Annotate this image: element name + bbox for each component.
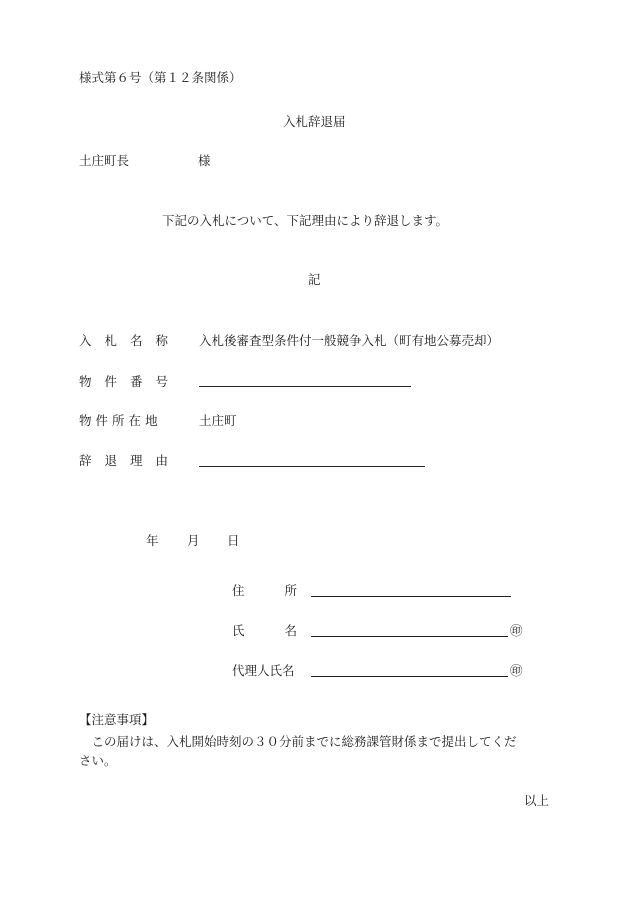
- name-label: 氏 名: [232, 623, 298, 638]
- field-value-bid-name[interactable]: 入札後審査型条件付一般競争入札（町有地公募売却）: [199, 333, 500, 348]
- agent-name-label: 代理人氏名: [232, 663, 295, 678]
- field-label-property-number: 物 件 番 号: [79, 374, 169, 389]
- field-label-bid-name: 入 札 名 称: [79, 333, 169, 348]
- date-year: 年: [146, 533, 159, 548]
- notes-heading: 【注意事項】: [79, 712, 155, 727]
- name-line[interactable]: [311, 636, 508, 637]
- addressee-label: 土庄町長: [79, 153, 130, 168]
- date-month: 月: [187, 533, 200, 548]
- field-line-reason[interactable]: [199, 466, 425, 467]
- notes-line-1: この届けは、入札開始時刻の３０分前までに総務課管財係まで提出してくだ: [79, 734, 517, 749]
- date-day: 日: [227, 533, 240, 548]
- ki-marker: 記: [308, 272, 321, 287]
- address-line[interactable]: [311, 596, 511, 597]
- address-label: 住 所: [232, 583, 298, 598]
- field-value-property-location[interactable]: 土庄町: [199, 413, 237, 428]
- field-label-property-location: 物 件 所 在 地: [79, 413, 158, 428]
- addressee-honorific: 様: [198, 153, 211, 168]
- document-title: 入札辞退届: [283, 114, 346, 129]
- field-line-property-number[interactable]: [199, 386, 411, 387]
- field-label-reason: 辞 退 理 由: [79, 453, 169, 468]
- closing-text: 以上: [524, 793, 550, 808]
- seal-mark: ㊞: [510, 623, 523, 638]
- agent-seal-mark: ㊞: [510, 663, 523, 678]
- notes-line-2: さい。: [79, 753, 117, 768]
- statement: 下記の入札について、下記理由により辞退します。: [162, 213, 449, 228]
- form-number: 様式第６号（第１２条関係）: [79, 70, 242, 85]
- agent-name-line[interactable]: [311, 676, 508, 677]
